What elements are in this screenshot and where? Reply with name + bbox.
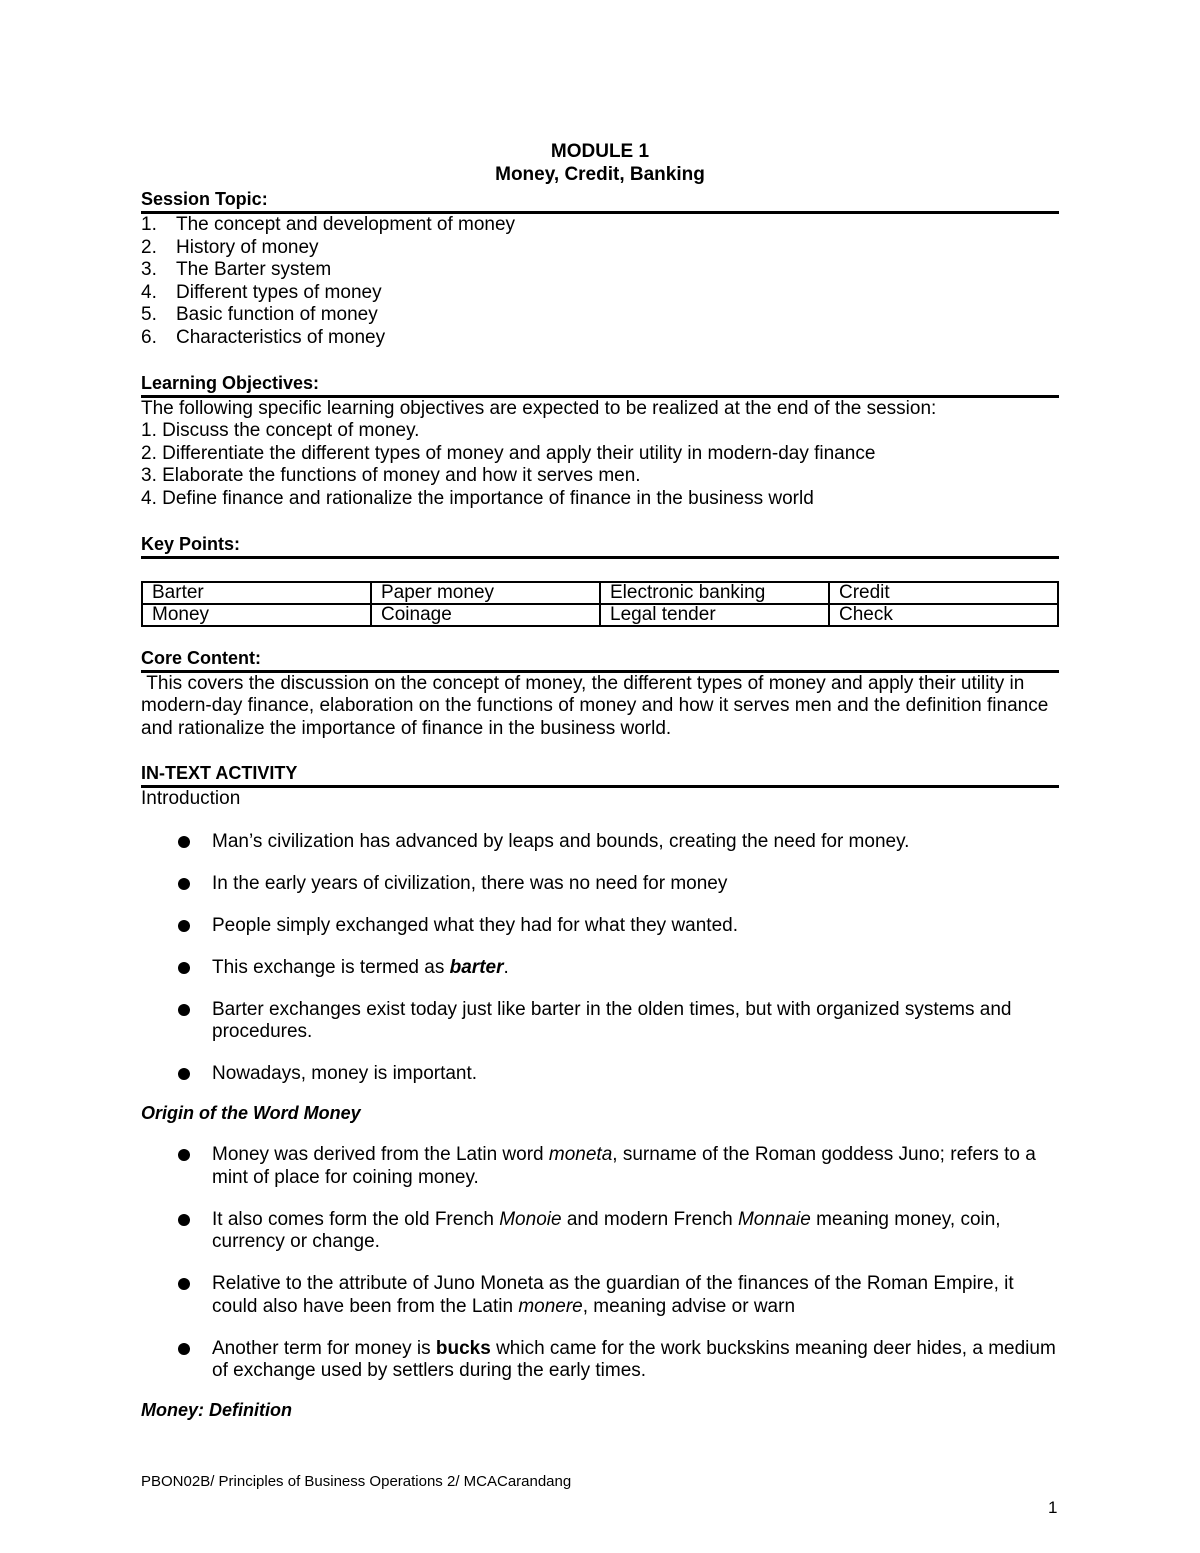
core-content-heading: Core Content: [141,647,1059,673]
list-item: Relative to the attribute of Juno Moneta as the guardian of the finances of the Roman Empire, it could also have been from the Latin monere, meaning advise or warn [141,1273,1059,1318]
list-item: 2. History of money [141,236,319,258]
bullet-icon [178,962,190,974]
page-number: 1 [1048,1498,1058,1517]
barter-term: barter [449,956,504,978]
list-item: 3. The Barter system [141,259,332,281]
list-item: Nowadays, money is important. [141,1063,1059,1086]
footer-course: PBON02B/ Principles of Business Operations 2/ MCACarandang [141,1473,572,1490]
introduction-bullets [141,831,1059,1086]
bullet-icon [178,1004,190,1016]
table-cell: Check [829,604,1058,626]
origin-heading: Origin of the Word Money [141,1103,361,1124]
core-content-text: This covers the discussion on the concept of money, the different types of money and apply their utility in modern-day finance, elaboration on the functions of money and how it serves men and the definition finance and rationalize the importance of finance in the business world. [141,672,1054,739]
module-title: MODULE 1 [550,141,650,162]
list-item: In the early years of civilization, there was no need for money [141,873,1059,896]
bullet-icon [178,1278,190,1290]
objective-item: 1. Discuss the concept of money. [141,420,420,442]
list-item: Another term for money is bucks which came for the work buckskins meaning deer hides, a medium of exchange used by settlers during the early times. [141,1338,1059,1383]
introduction-label: Introduction [141,788,241,810]
list-item: 1. The concept and development of money [141,214,516,235]
module-subtitle: Money, Credit, Banking [495,164,705,185]
learning-objectives-heading: Learning Objectives: [141,372,1059,398]
definition-heading: Money: Definition [141,1399,292,1420]
table-row [142,582,1058,604]
list-item: It also comes form the old French Monoie and modern French Monnaie meaning money, coin, currency or change. [141,1209,1059,1254]
table-cell: Paper money [371,582,600,604]
bullet-icon [178,1149,190,1161]
document-page [141,140,1059,1422]
objective-item: 3. Elaborate the functions of money and how it serves men. [141,465,641,487]
origin-bullets [141,1144,1059,1383]
table-cell: Credit [829,582,1058,604]
bullet-icon [178,1343,190,1355]
objective-item: 4. Define finance and rationalize the importance of finance in the business world [141,487,814,509]
learning-objectives-intro: The following specific learning objectives are expected to be realized at the end of the session: [141,397,937,419]
list-item: 4. Different types of money [141,281,382,303]
list-item: 6. Characteristics of money [141,326,386,348]
in-text-activity-heading: IN-TEXT ACTIVITY [141,762,1059,788]
list-item: Man’s civilization has advanced by leaps and bounds, creating the need for money. [141,831,1059,854]
key-points-table [141,581,1059,627]
table-cell: Legal tender [600,604,829,626]
table-cell: Money [142,604,371,626]
session-topic-list [141,214,1059,350]
list-item: Barter exchanges exist today just like barter in the olden times, but with organized systems and procedures. [141,999,1059,1044]
list-item: People simply exchanged what they had for what they wanted. [141,915,1059,938]
objective-item: 2. Differentiate the different types of money and apply their utility in modern-day finance [141,442,876,464]
bullet-icon [178,836,190,848]
bullet-icon [178,1068,190,1080]
table-cell: Coinage [371,604,600,626]
session-topic-heading: Session Topic: [141,188,1059,214]
list-item: Money was derived from the Latin word moneta, surname of the Roman goddess Juno; refers to a mint of place for coining money. [141,1144,1059,1189]
bullet-icon [178,878,190,890]
bullet-icon [178,1214,190,1226]
table-row [142,604,1058,626]
list-item: 5. Basic function of money [141,304,378,326]
bullet-icon [178,920,190,932]
list-item: This exchange is termed as barter. [141,957,1059,980]
table-cell: Barter [142,582,371,604]
key-points-heading: Key Points: [141,533,1059,559]
table-cell: Electronic banking [600,582,829,604]
